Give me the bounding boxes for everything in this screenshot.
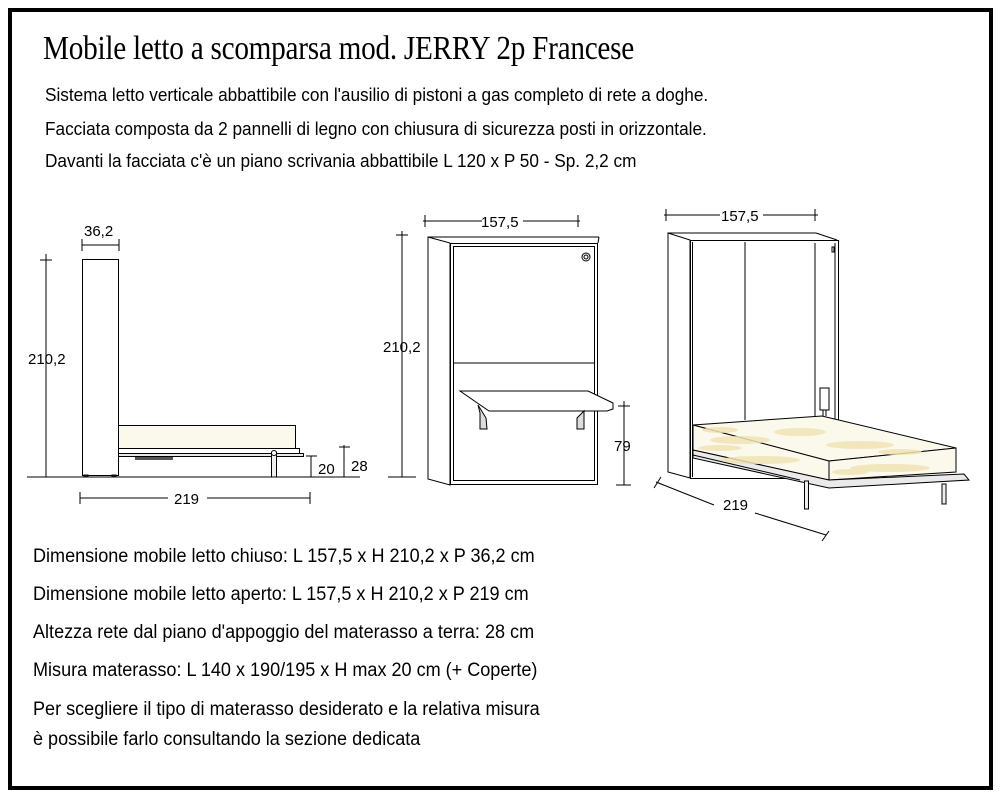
page-title: Mobile letto a scomparsa mod. JERRY 2p Francese <box>43 30 634 67</box>
front-height-label: 210,2 <box>383 339 421 356</box>
side-mattress-height-label: 20 <box>318 461 335 478</box>
side-view-drawing <box>27 239 360 504</box>
side-height-label: 210,2 <box>28 351 66 368</box>
perspective-depth-label: 219 <box>723 497 749 514</box>
spec-mattress-note-2: è possibile farlo consultando la sezione dedicata <box>33 729 421 750</box>
spec-slat-height: Altezza rete dal piano d'appoggio del materasso a terra: 28 cm <box>33 622 535 643</box>
spec-mattress-size: Misura materasso: L 140 x 190/195 x H max 20 cm (+ Coperte) <box>33 660 538 681</box>
spec-mattress-note-1: Per scegliere il tipo di materasso desiderato e la relativa misura <box>33 699 540 720</box>
perspective-open-view-drawing <box>654 209 969 541</box>
front-desk-height-label: 79 <box>614 438 631 455</box>
front-closed-view-drawing <box>388 215 631 485</box>
spec-closed-dimensions: Dimensione mobile letto chiuso: L 157,5 x H 210,2 x P 36,2 cm <box>33 546 535 567</box>
side-slat-height-label: 28 <box>351 458 368 475</box>
perspective-width-label: 157,5 <box>721 208 759 225</box>
description-line-3: Davanti la facciata c'è un piano scrivania abbattibile L 120 x P 50 - Sp. 2,2 cm <box>45 150 637 171</box>
description-line-2: Facciata composta da 2 pannelli di legno con chiusura di sicurezza posti in orizzontale. <box>45 118 707 139</box>
description-line-1: Sistema letto verticale abbattibile con l'ausilio di pistoni a gas completo di rete a doghe. <box>45 84 709 105</box>
side-depth-open-label: 219 <box>174 491 200 508</box>
front-width-label: 157,5 <box>481 214 519 231</box>
side-depth-closed-label: 36,2 <box>84 223 114 240</box>
spec-open-dimensions: Dimensione mobile letto aperto: L 157,5 x H 210,2 x P 219 cm <box>33 584 529 605</box>
